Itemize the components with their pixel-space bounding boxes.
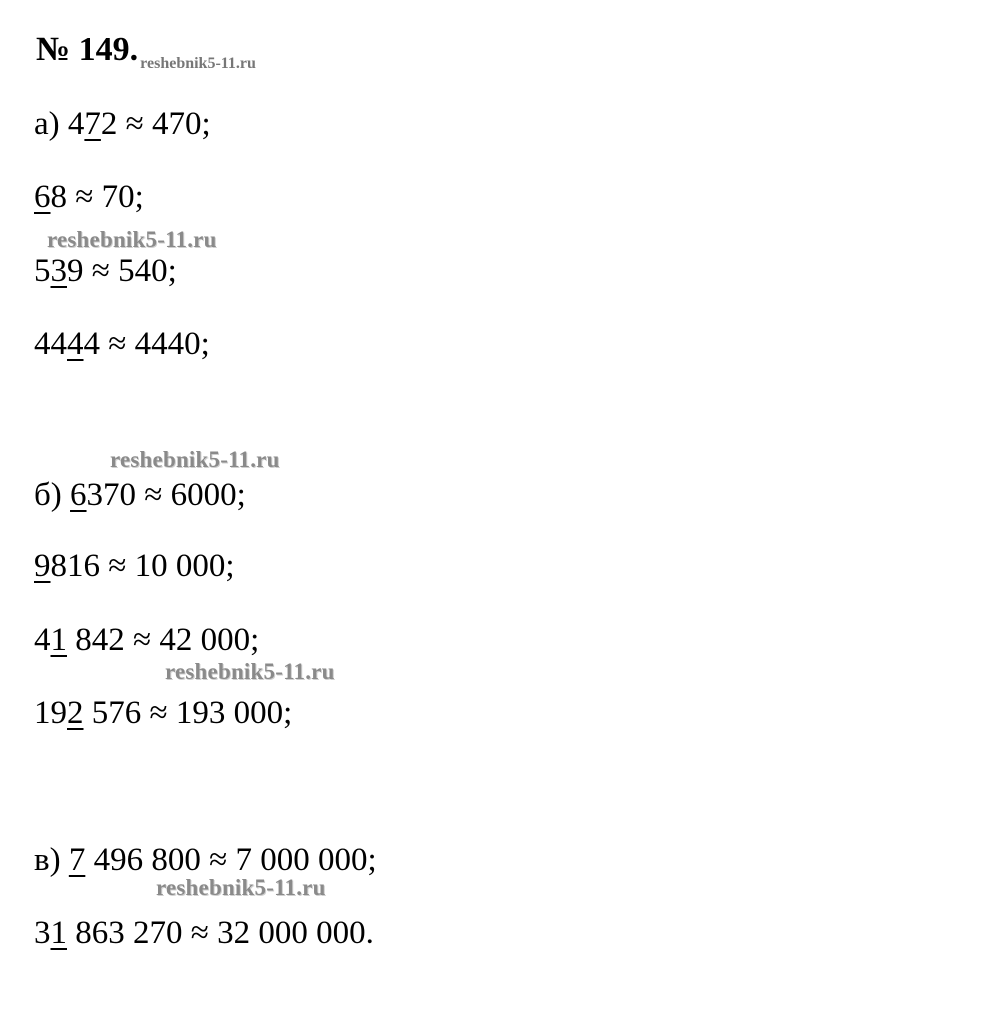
- problem-title: [36, 30, 256, 76]
- solution-line-c2: 31 863 270 ≈ 32 000 000.: [34, 915, 374, 951]
- rounding-digit: 7: [84, 106, 101, 142]
- rounding-digit: 6: [34, 179, 51, 215]
- solution-line-a3: 539 ≈ 540;: [34, 253, 177, 289]
- solution-line-a4: 4444 ≈ 4440;: [34, 326, 210, 362]
- item-label: б): [34, 477, 71, 513]
- solution-line-c1: в) 7 496 800 ≈ 7 000 000;: [34, 842, 377, 878]
- item-label: а): [34, 106, 68, 142]
- watermark: reshebnik5-11.ru: [47, 227, 217, 252]
- watermark: reshebnik5-11.ru: [156, 875, 326, 900]
- title-watermark: reshebnik5-11.ru: [140, 55, 256, 72]
- solution-line-b2: 9816 ≈ 10 000;: [34, 548, 235, 584]
- watermark: reshebnik5-11.ru: [165, 659, 335, 684]
- solution-line-b1: б) 6370 ≈ 6000;: [34, 477, 246, 513]
- rounding-digit: 6: [70, 477, 87, 513]
- problem-number: № 149.: [36, 31, 139, 68]
- rounding-digit: 1: [50, 622, 67, 658]
- rounding-digit: 9: [34, 548, 51, 584]
- solution-line-a2: 68 ≈ 70;: [34, 179, 144, 215]
- solution-line-b4: 192 576 ≈ 193 000;: [34, 695, 293, 731]
- rounding-digit: 1: [50, 915, 67, 951]
- rounding-digit: 4: [67, 326, 84, 362]
- item-label: в): [34, 842, 69, 878]
- watermark: reshebnik5-11.ru: [110, 447, 280, 472]
- rounding-digit: 3: [50, 253, 67, 289]
- solution-line-b3: 41 842 ≈ 42 000;: [34, 622, 260, 658]
- solution-line-a1: а) 472 ≈ 470;: [34, 106, 211, 142]
- rounding-digit: 2: [67, 695, 84, 731]
- rounding-digit: 7: [68, 842, 86, 878]
